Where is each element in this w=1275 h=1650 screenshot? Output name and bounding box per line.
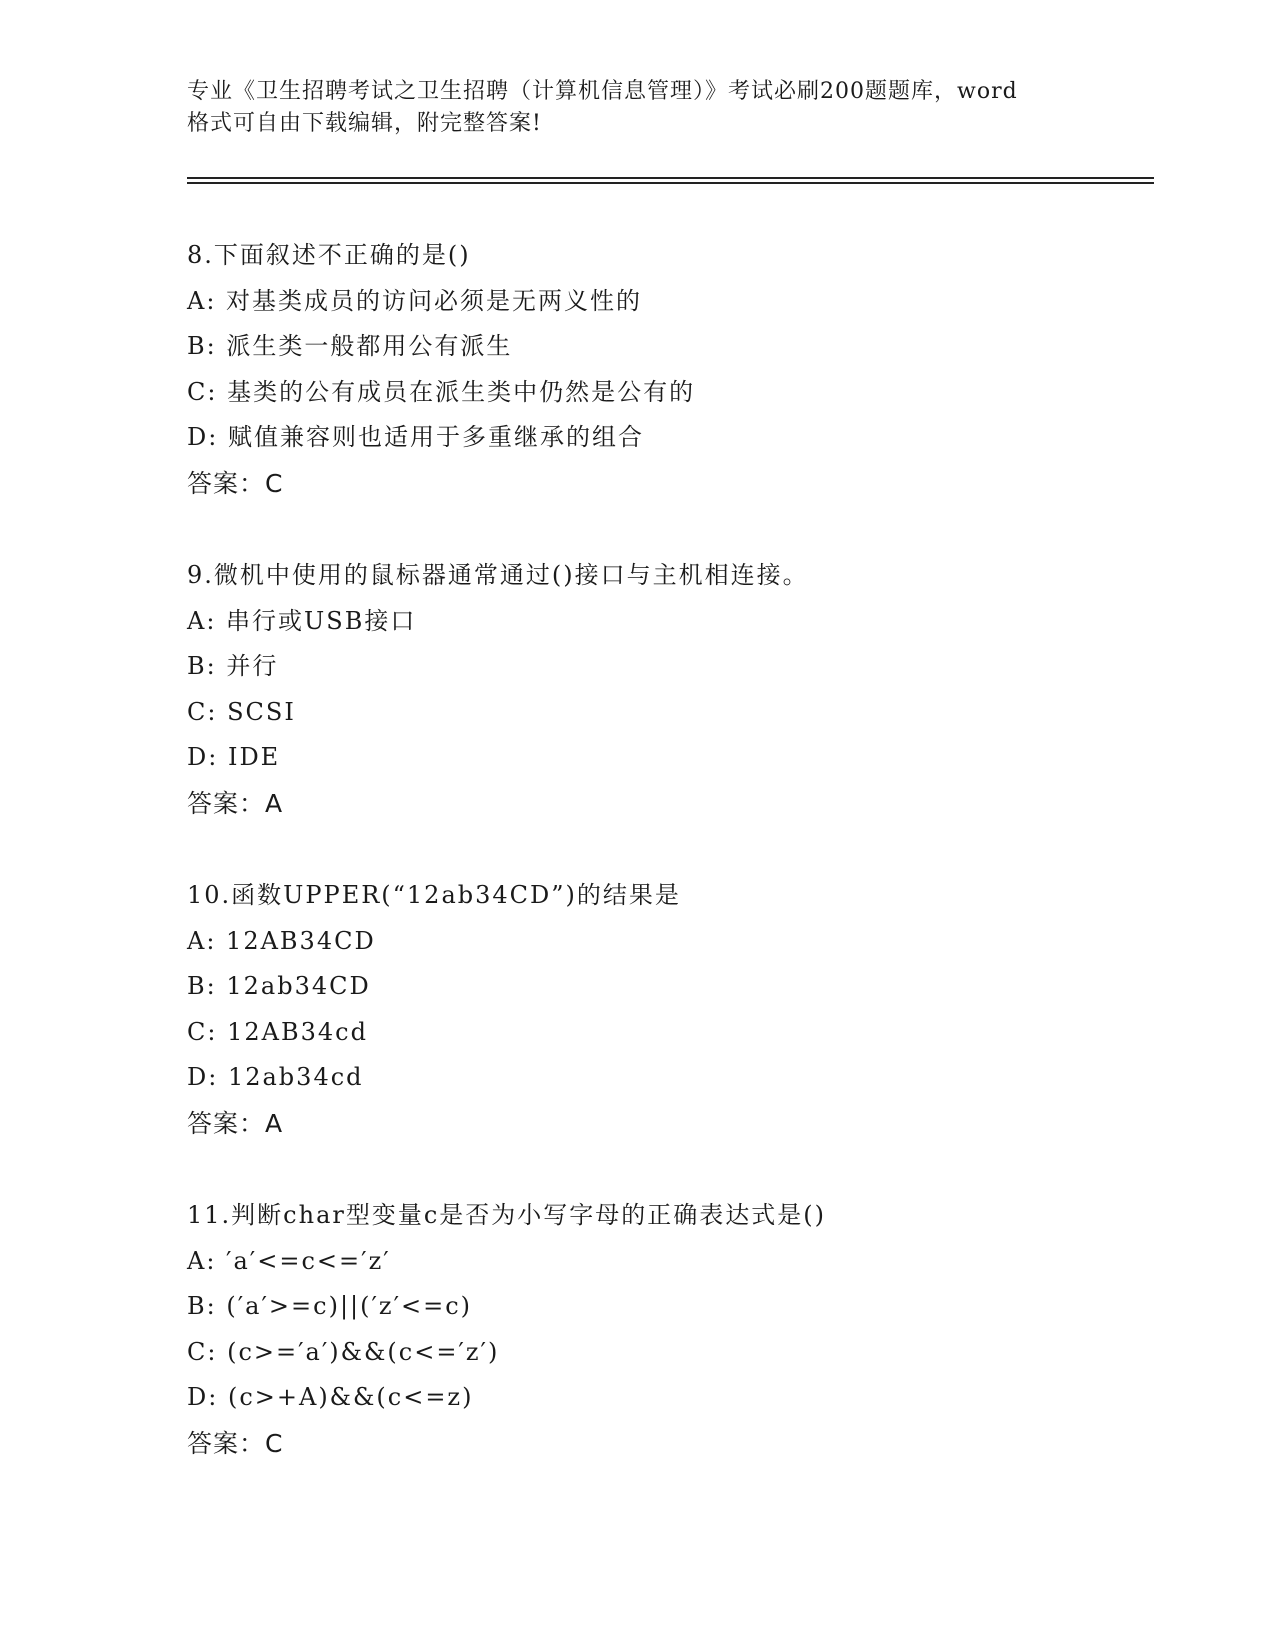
answer-key: 答案：A <box>187 788 284 818</box>
header-divider-top <box>187 177 1154 179</box>
option-b: B: (′a′>=c)||(′z′<=c) <box>187 1292 473 1320</box>
option-c: C: SCSI <box>187 697 296 726</box>
question-9 <box>187 553 1147 826</box>
header-title-line-1: 专业《卫生招聘考试之卫生招聘（计算机信息管理）》考试必刷200题题库，word <box>187 79 1018 104</box>
document-header <box>187 76 1087 140</box>
option-c: C: 基类的公有成员在派生类中仍然是公有的 <box>187 377 696 406</box>
option-d: D: 赋值兼容则也适用于多重继承的组合 <box>187 423 644 451</box>
option-a: A: 串行或USB接口 <box>187 606 417 635</box>
question-8 <box>187 233 1147 506</box>
answer-key: 答案：A <box>187 1108 284 1138</box>
option-d: D: IDE <box>187 743 281 771</box>
answer-key: 答案：C <box>187 1428 284 1458</box>
question-10 <box>187 873 1147 1146</box>
question-stem: 8.下面叙述不正确的是() <box>187 241 471 269</box>
option-d: D: (c>+A)&&(c<=z) <box>187 1383 474 1411</box>
option-a: A: 12AB34CD <box>187 926 376 955</box>
option-b: B: 并行 <box>187 652 279 680</box>
question-11 <box>187 1193 1147 1466</box>
question-stem: 10.函数UPPER(“12ab34CD”)的结果是 <box>187 881 681 909</box>
option-b: B: 派生类一般都用公有派生 <box>187 332 513 360</box>
option-d: D: 12ab34cd <box>187 1063 364 1091</box>
option-a: A: 对基类成员的访问必须是无两义性的 <box>187 286 643 315</box>
header-title-line-2: 格式可自由下载编辑，附完整答案! <box>187 111 542 136</box>
question-stem: 9.微机中使用的鼠标器通常通过()接口与主机相连接。 <box>187 561 809 589</box>
header-divider-bottom <box>187 182 1154 184</box>
option-c: C: (c>=′a′)&&(c<=′z′) <box>187 1337 500 1366</box>
option-b: B: 12ab34CD <box>187 972 371 1000</box>
answer-key: 答案：C <box>187 468 284 498</box>
option-c: C: 12AB34cd <box>187 1017 368 1046</box>
question-stem: 11.判断char型变量c是否为小写字母的正确表达式是() <box>187 1201 827 1229</box>
option-a: A: ′a′<=c<=′z′ <box>187 1246 391 1275</box>
